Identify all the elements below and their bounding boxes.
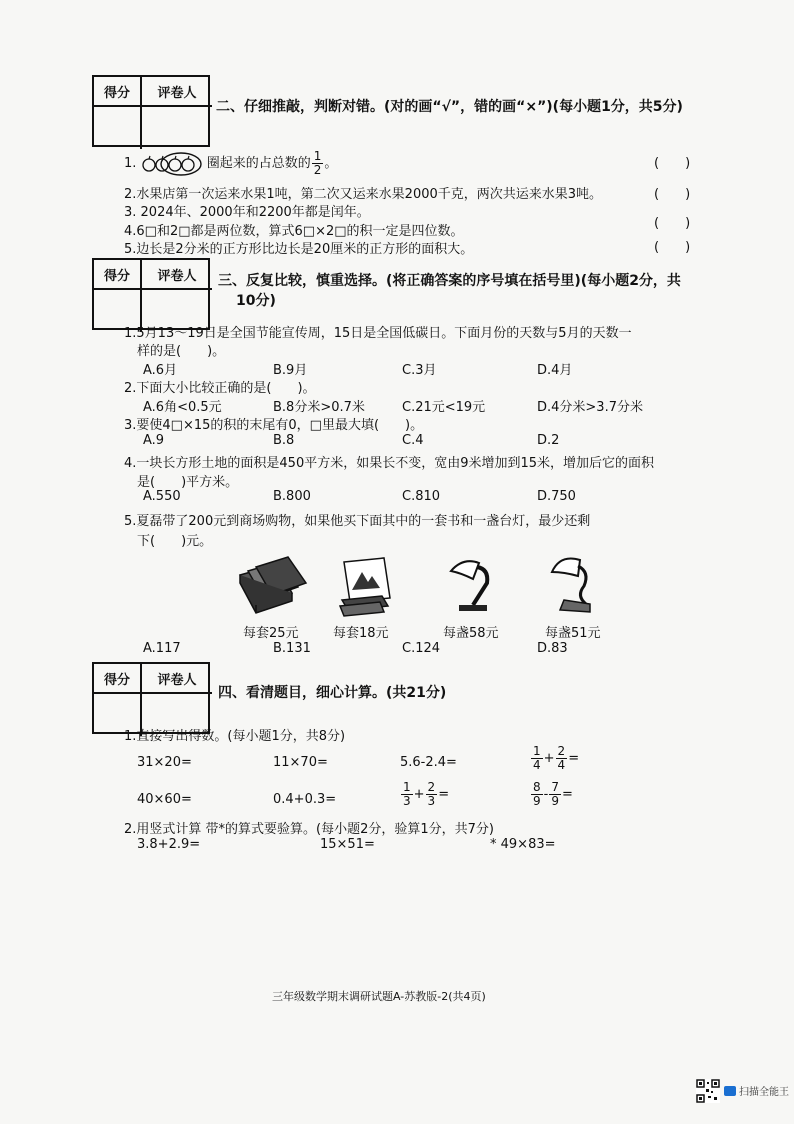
answer-paren[interactable]: ( ): [654, 187, 691, 202]
fraction-calc-item: $\frac{1}{3}$ + $\frac{2}{3}$ =: [403, 780, 450, 808]
score-label: 得分: [94, 77, 142, 107]
option[interactable]: A.6月: [143, 363, 178, 378]
s3-question-2: 2.下面大小比较正确的是( )。: [124, 381, 316, 396]
price-label: 每套18元: [333, 626, 389, 641]
option[interactable]: D.750: [537, 489, 576, 504]
option[interactable]: A.550: [143, 489, 181, 504]
reviewer-label: 评卷人: [142, 77, 212, 107]
fraction-calc-item: $\frac{1}{4}$ + $\frac{2}{4}$ =: [533, 744, 580, 772]
score-label: 得分: [94, 260, 142, 290]
section3-title-line2: 10分): [236, 293, 276, 309]
option[interactable]: B.800: [273, 489, 311, 504]
option[interactable]: C.3月: [402, 363, 437, 378]
option[interactable]: B.8分米>0.7米: [273, 400, 365, 415]
s2-question-1: 1. 圈起来的占总数的 $\frac{1}{2}$ 。: [124, 149, 338, 177]
answer-paren[interactable]: ( ): [654, 156, 691, 171]
vertical-calc-item: * 49×83=: [490, 837, 556, 852]
calc-item: 31×20=: [137, 755, 192, 770]
option[interactable]: D.4分米>3.7分米: [537, 400, 643, 415]
option[interactable]: C.124: [402, 641, 441, 656]
option[interactable]: C.21元<19元: [402, 400, 486, 415]
reviewer-label: 评卷人: [142, 260, 212, 290]
score-box-section3: [92, 258, 210, 330]
apple-group-icon: [141, 152, 203, 176]
s4-part-1-title: 1.直接写出得数。(每小题1分，共8分): [124, 729, 346, 744]
desk-lamp-1-icon: [443, 553, 499, 615]
price-label: 每套25元: [243, 626, 299, 641]
option[interactable]: A.117: [143, 641, 181, 656]
fraction-calc-item: $\frac{8}{9}$ - $\frac{7}{9}$ =: [533, 780, 573, 808]
calc-item: 40×60=: [137, 792, 192, 807]
section3-title-line1: 三、反复比较，慎重选择。(将正确答案的序号填在括号里)(每小题2分，共: [218, 273, 681, 289]
score-box-section4: [92, 662, 210, 734]
score-box-section2: [92, 75, 210, 147]
book-set-2-icon: [338, 552, 396, 618]
option[interactable]: D.2: [537, 433, 560, 448]
option[interactable]: B.8: [273, 433, 295, 448]
answer-paren[interactable]: ( ): [654, 240, 691, 255]
s2-question-3: 3. 2024年、2000年和2200年都是闰年。: [124, 205, 370, 220]
option[interactable]: B.9月: [273, 363, 308, 378]
s2-question-4: 4.6□和2□都是两位数，算式6□×2□的积一定是四位数。: [124, 224, 464, 239]
option[interactable]: B.131: [273, 641, 311, 656]
option[interactable]: C.810: [402, 489, 441, 504]
price-label: 每盏58元: [443, 626, 499, 641]
scanner-logo-icon: [724, 1086, 736, 1096]
vertical-calc-item: 3.8+2.9=: [137, 837, 201, 852]
s3-question-3: 3.要使4□×15的积的末尾有0，□里最大填( )。: [124, 418, 424, 433]
watermark: 扫描全能王: [724, 1083, 789, 1098]
reviewer-label: 评卷人: [142, 664, 212, 694]
s3-question-4: 4.一块长方形土地的面积是450平方米，如果长不变，宽由9米增加到15米，增加后它的面积: [124, 456, 655, 471]
book-set-1-icon: [236, 555, 312, 621]
page-footer: 三年级数学期末调研试题A-苏教版-2(共4页): [272, 990, 486, 1003]
s3-question-5: 5.夏磊带了200元到商场购物，如果他买下面其中的一套书和一盏台灯，最少还剩: [124, 514, 591, 529]
s3-question-1: 1.5月13～19日是全国节能宣传周，15日是全国低碳日。下面月份的天数与5月的天数一: [124, 326, 632, 341]
section2-title: 二、仔细推敲，判断对错。(对的画“√”，错的画“×”)(每小题1分，共5分): [216, 99, 683, 115]
s3-question-1-cont: 样的是( )。: [137, 344, 226, 359]
vertical-calc-item: 15×51=: [320, 837, 375, 852]
section4-title: 四、看清题目，细心计算。(共21分): [218, 685, 447, 701]
calc-item: 0.4+0.3=: [273, 792, 337, 807]
fraction: $\frac{1}{2}$: [313, 149, 322, 177]
option[interactable]: D.83: [537, 641, 568, 656]
qr-code-icon: [696, 1079, 720, 1103]
score-cell[interactable]: [94, 107, 142, 149]
option[interactable]: A.6角<0.5元: [143, 400, 222, 415]
calc-item: 11×70=: [273, 755, 328, 770]
s4-part-2-title: 2.用竖式计算 带*的算式要验算。(每小题2分，验算1分，共7分): [124, 822, 494, 837]
option[interactable]: A.9: [143, 433, 165, 448]
desk-lamp-2-icon: [546, 552, 602, 616]
reviewer-cell[interactable]: [142, 107, 212, 149]
score-label: 得分: [94, 664, 142, 694]
option[interactable]: D.4月: [537, 363, 573, 378]
s3-question-5-cont: 下( )元。: [137, 534, 213, 549]
s2-question-5: 5.边长是2分米的正方形比边长是20厘米的正方形的面积大。: [124, 242, 474, 257]
s3-question-4-cont: 是( )平方米。: [137, 475, 239, 490]
answer-paren[interactable]: ( ): [654, 216, 691, 231]
option[interactable]: C.4: [402, 433, 424, 448]
calc-item: 5.6-2.4=: [400, 755, 457, 770]
s2-question-2: 2.水果店第一次运来水果1吨，第二次又运来水果2000千克，两次共运来水果3吨。: [124, 187, 603, 202]
price-label: 每盏51元: [545, 626, 601, 641]
